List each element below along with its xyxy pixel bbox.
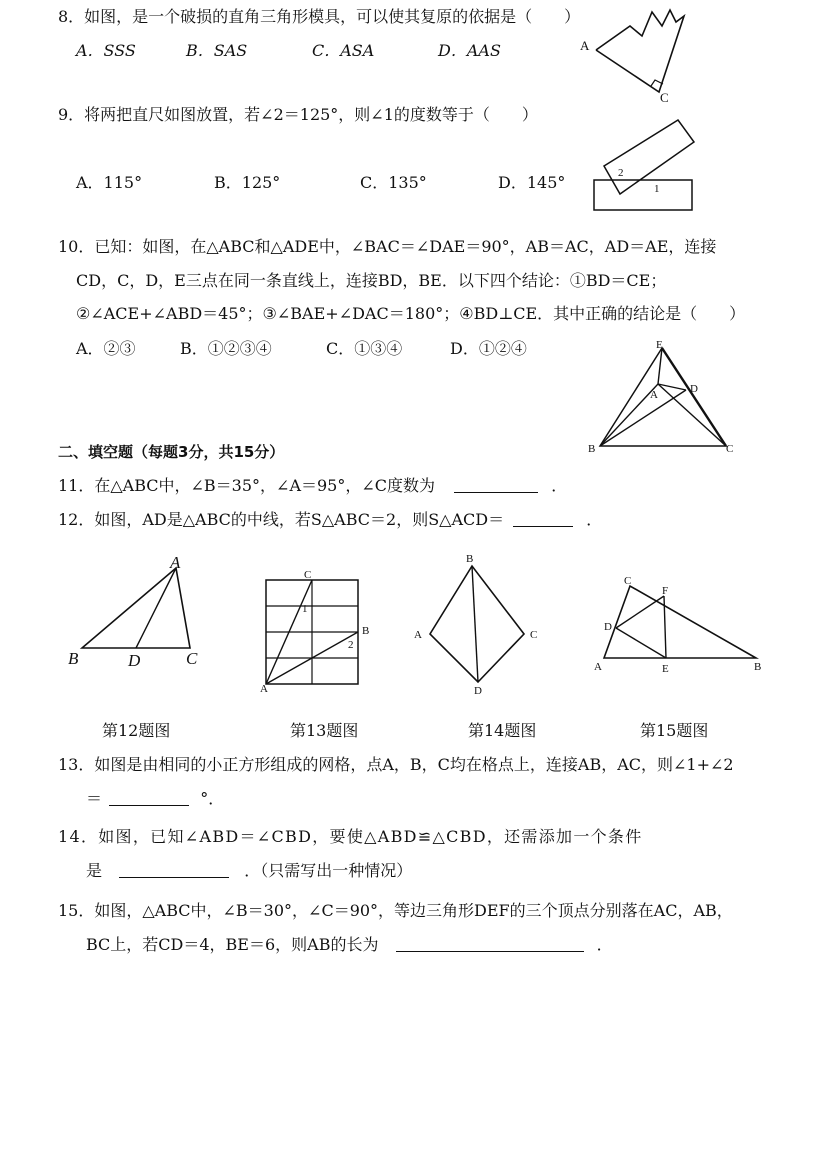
q15-answer-line xyxy=(86,934,613,956)
q10-option-b: B．①②③④ xyxy=(180,339,272,358)
q15-stem-line2: BC上，若CD＝4，BE＝6，则AB的长为 xyxy=(86,935,379,954)
q12-stem: 12．如图，AD是△ABC的中线，若S△ABC＝2，则S△ACD＝ xyxy=(58,510,505,529)
q8-stem: 8．如图，是一个破损的直角三角形模具，可以使其复原的依据是（ ） xyxy=(58,7,581,26)
section-2-title: 二、填空题（每题3分，共15分） xyxy=(58,443,285,461)
q9-option-c: C．135° xyxy=(360,173,427,192)
q10-label-d: D xyxy=(690,383,698,395)
q12-line xyxy=(58,509,602,531)
fig14-label-a: A xyxy=(414,629,422,641)
fig15-label-e: E xyxy=(662,663,669,675)
q8-label-c: C xyxy=(660,90,669,105)
fig15-caption: 第15题图 xyxy=(640,721,709,740)
q11-answer-blank[interactable] xyxy=(454,476,538,493)
fig12-caption: 第12题图 xyxy=(102,721,171,740)
fig13-label-2: 2 xyxy=(348,639,354,651)
q10-option-a: A．②③ xyxy=(76,339,136,358)
q13-answer-blank[interactable] xyxy=(109,789,189,806)
q9-two-rulers-figure xyxy=(590,112,700,214)
fig15-label-c: C xyxy=(624,575,632,587)
fig12-label-a: A xyxy=(170,553,181,572)
q8-option-d: D．AAS xyxy=(438,41,501,60)
q15-end: ． xyxy=(596,935,613,954)
fig14-label-d: D xyxy=(474,685,482,697)
q10-option-d: D．①②④ xyxy=(450,339,527,358)
q9-stem: 9．将两把直尺如图放置，若∠2＝125°，则∠1的度数等于（ ） xyxy=(58,105,538,124)
q15-stem-line1: 15．如图，△ABC中，∠B＝30°，∠C＝90°，等边三角形DEF的三个顶点分别落在AC，AB， xyxy=(58,901,733,920)
fig13-label-b: B xyxy=(362,625,370,637)
q13-answer-line xyxy=(86,788,224,810)
fig12-label-b: B xyxy=(68,649,79,668)
fig15-triangle xyxy=(590,570,770,680)
fig14-label-c: C xyxy=(530,629,538,641)
q10-stem-line3: ②∠ACE+∠ABD＝45°；③∠BAE+∠DAC＝180°；④BD⊥CE．其中正确的结论是（ ） xyxy=(76,304,746,323)
q11-line xyxy=(58,475,567,497)
q10-label-c: C xyxy=(726,443,734,455)
fig13-grid xyxy=(258,564,378,694)
fig15-label-a: A xyxy=(594,661,602,673)
q10-stem-line2: CD，C，D，E三点在同一条直线上，连接BD，BE．以下四个结论：①BD＝CE； xyxy=(76,271,667,290)
q10-stem-line1: 10．已知：如图，在△ABC和△ADE中，∠BAC＝∠DAE＝90°，AB＝AC，AD＝AE，连接 xyxy=(58,237,717,256)
q8-broken-triangle-figure xyxy=(576,4,696,108)
fig13-label-a: A xyxy=(260,683,268,695)
fig15-label-b: B xyxy=(754,661,762,673)
q12-answer-blank[interactable] xyxy=(513,510,573,527)
fig14-caption: 第14题图 xyxy=(468,721,537,740)
q15-answer-blank[interactable] xyxy=(396,935,584,952)
fig12-triangle xyxy=(66,550,206,670)
q9-option-a: A．115° xyxy=(76,173,143,192)
fig15-label-d: D xyxy=(604,621,612,633)
q13-stem: 13．如图是由相同的小正方形组成的网格，点A，B，C均在格点上，连接AB，AC，则∠1+∠2 xyxy=(58,755,734,774)
fig13-caption: 第13题图 xyxy=(290,721,359,740)
q14-prefix: 是 xyxy=(86,861,103,880)
q14-end: ．（只需写出一种情况） xyxy=(244,861,413,880)
q10-option-c: C．①③④ xyxy=(326,339,403,358)
q13-end: °． xyxy=(200,789,225,808)
fig13-label-1: 1 xyxy=(302,603,308,615)
q10-label-e: E xyxy=(656,339,663,351)
fig12-label-c: C xyxy=(186,649,198,668)
q9-label-2: 2 xyxy=(618,167,624,179)
q14-stem: 14．如图，已知∠ABD＝∠CBD，要使△ABD≌△CBD，还需添加一个条件 xyxy=(58,827,643,846)
q10-label-b: B xyxy=(588,443,596,455)
q11-end: ． xyxy=(551,476,568,495)
fig14-label-b: B xyxy=(466,553,474,565)
fig13-label-c: C xyxy=(304,569,312,581)
fig14-kite xyxy=(408,548,548,696)
q9-option-d: D．145° xyxy=(498,173,566,192)
q13-eq: ＝ xyxy=(86,789,103,808)
q12-end: ． xyxy=(586,510,603,529)
q14-answer-blank[interactable] xyxy=(119,861,229,878)
q8-label-a: A xyxy=(580,38,590,53)
q8-option-b: B．SAS xyxy=(186,41,248,60)
fig12-label-d: D xyxy=(128,651,141,670)
q9-label-1: 1 xyxy=(654,183,660,195)
q8-option-c: C．ASA xyxy=(312,41,375,60)
q8-option-a: A．SSS xyxy=(76,41,136,60)
q9-option-b: B．125° xyxy=(214,173,281,192)
q11-stem: 11．在△ABC中，∠B＝35°，∠A＝95°，∠C度数为 xyxy=(58,476,436,495)
q14-answer-line xyxy=(86,860,412,882)
q10-triangles-figure xyxy=(586,338,738,458)
q10-label-a: A xyxy=(650,389,658,401)
fig15-label-f: F xyxy=(662,585,669,597)
